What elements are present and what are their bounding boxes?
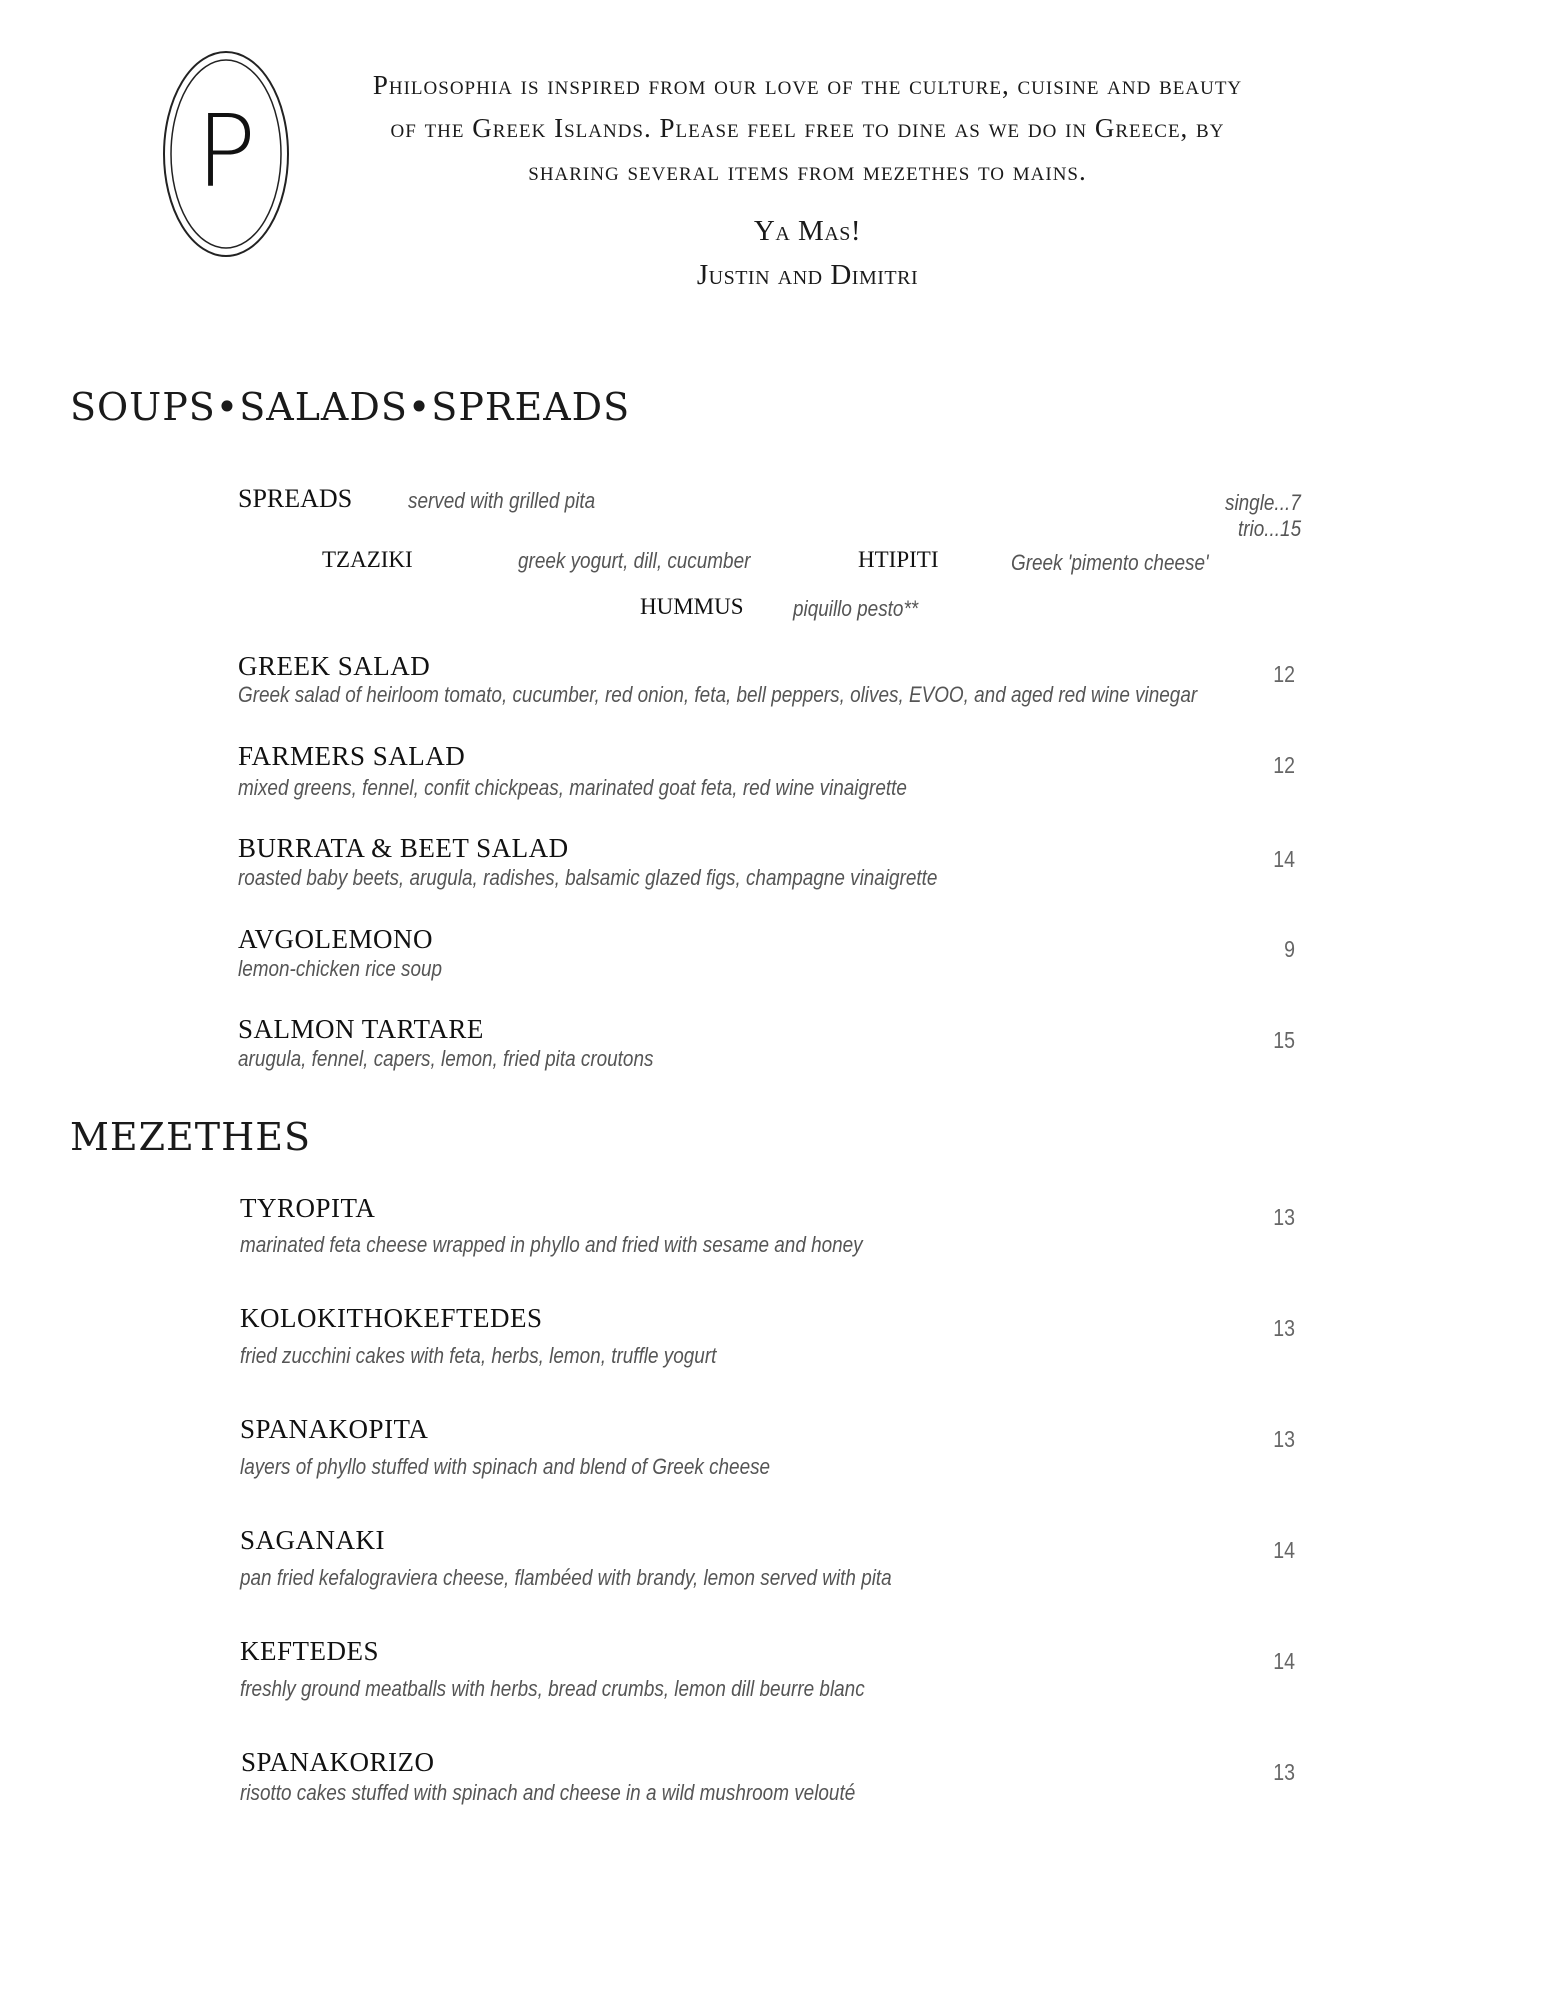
logo-oval-icon [160,48,292,260]
menu-item-price: 14 [1273,1648,1295,1674]
menu-item-desc: layers of phyllo stuffed with spinach and blend of Greek cheese [240,1454,771,1479]
menu-item-name: GREEK SALAD [238,651,431,681]
menu-item-desc: pan fried kefalograviera cheese, flambéed with brandy, lemon served with pita [240,1565,892,1590]
menu-item-price: 14 [1273,846,1295,872]
menu-item-desc: roasted baby beets, arugula, radishes, balsamic glazed figs, champagne vinaigrette [238,865,938,890]
spreads-note: served with grilled pita [408,488,596,513]
menu-item-desc: fried zucchini cakes with feta, herbs, lemon, truffle yogurt [240,1343,717,1368]
menu-item-price: 13 [1273,1315,1295,1341]
spreads-label: SPREADS [238,484,353,513]
intro-line-3: sharing several items from mezethes to mains. [528,156,1087,186]
spread-name-hummus: HUMMUS [640,594,744,619]
menu-item-price: 13 [1273,1426,1295,1452]
menu-item-price: 12 [1273,752,1295,778]
menu-item-price: 14 [1273,1537,1295,1563]
philosophia-logo [160,48,292,260]
menu-item-name: SPANAKORIZO [241,1747,435,1777]
menu-item-price: 15 [1273,1027,1295,1053]
menu-item-desc: arugula, fennel, capers, lemon, fried pita croutons [238,1046,654,1071]
spread-desc-htipiti: Greek 'pimento cheese' [1011,550,1209,575]
menu-item-price: 13 [1273,1759,1295,1785]
logo-letter: P [195,93,257,210]
intro-line-2: of the Greek Islands. Please feel free to dine as we do in Greece, by [390,113,1225,143]
menu-item-price: 13 [1273,1204,1295,1230]
menu-item-name: SALMON TARTARE [238,1014,484,1044]
menu-item-name: KOLOKITHOKEFTEDES [240,1303,543,1333]
menu-item-desc: marinated feta cheese wrapped in phyllo and fried with sesame and honey [240,1232,863,1257]
menu-item-name: FARMERS SALAD [238,741,466,771]
menu-item-name: SPANAKOPITA [240,1414,429,1444]
spread-name-tzaziki: TZAZIKI [322,547,413,572]
menu-item-desc: Greek salad of heirloom tomato, cucumber, red onion, feta, bell peppers, olives, EVOO, and aged red wine vinegar [238,682,1198,707]
menu-item-desc: lemon-chicken rice soup [238,956,443,981]
intro-signature: Justin and Dimitri [696,259,919,291]
menu-item-name: KEFTEDES [240,1636,379,1666]
menu-item-price: 12 [1273,661,1295,687]
intro-line-1: Philosophia is inspired from our love of the culture, cuisine and beauty [372,70,1243,100]
menu-item-desc: mixed greens, fennel, confit chickpeas, marinated goat feta, red wine vinaigrette [238,775,907,800]
spread-desc-hummus: piquillo pesto** [793,596,919,621]
spread-name-htipiti: HTIPITI [858,547,939,572]
menu-item-name: SAGANAKI [240,1525,385,1555]
intro-toast: Ya Mas! [753,215,862,247]
menu-item-name: TYROPITA [240,1193,376,1223]
menu-item-desc: freshly ground meatballs with herbs, bread crumbs, lemon dill beurre blanc [240,1676,865,1701]
section-title-soups-salads-spreads: SOUPS•SALADS•SPREADS [70,385,631,429]
section-title-mezethes: MEZETHES [70,1115,312,1159]
menu-item-price: 9 [1284,936,1295,962]
menu-item-name: AVGOLEMONO [238,924,434,954]
spreads-price-trio: trio...15 [1238,516,1302,541]
spreads-price-single: single...7 [1225,490,1301,515]
menu-item-desc: risotto cakes stuffed with spinach and cheese in a wild mushroom velouté [240,1780,856,1805]
menu-item-name: BURRATA & BEET SALAD [238,833,569,863]
spread-desc-tzaziki: greek yogurt, dill, cucumber [518,548,751,573]
